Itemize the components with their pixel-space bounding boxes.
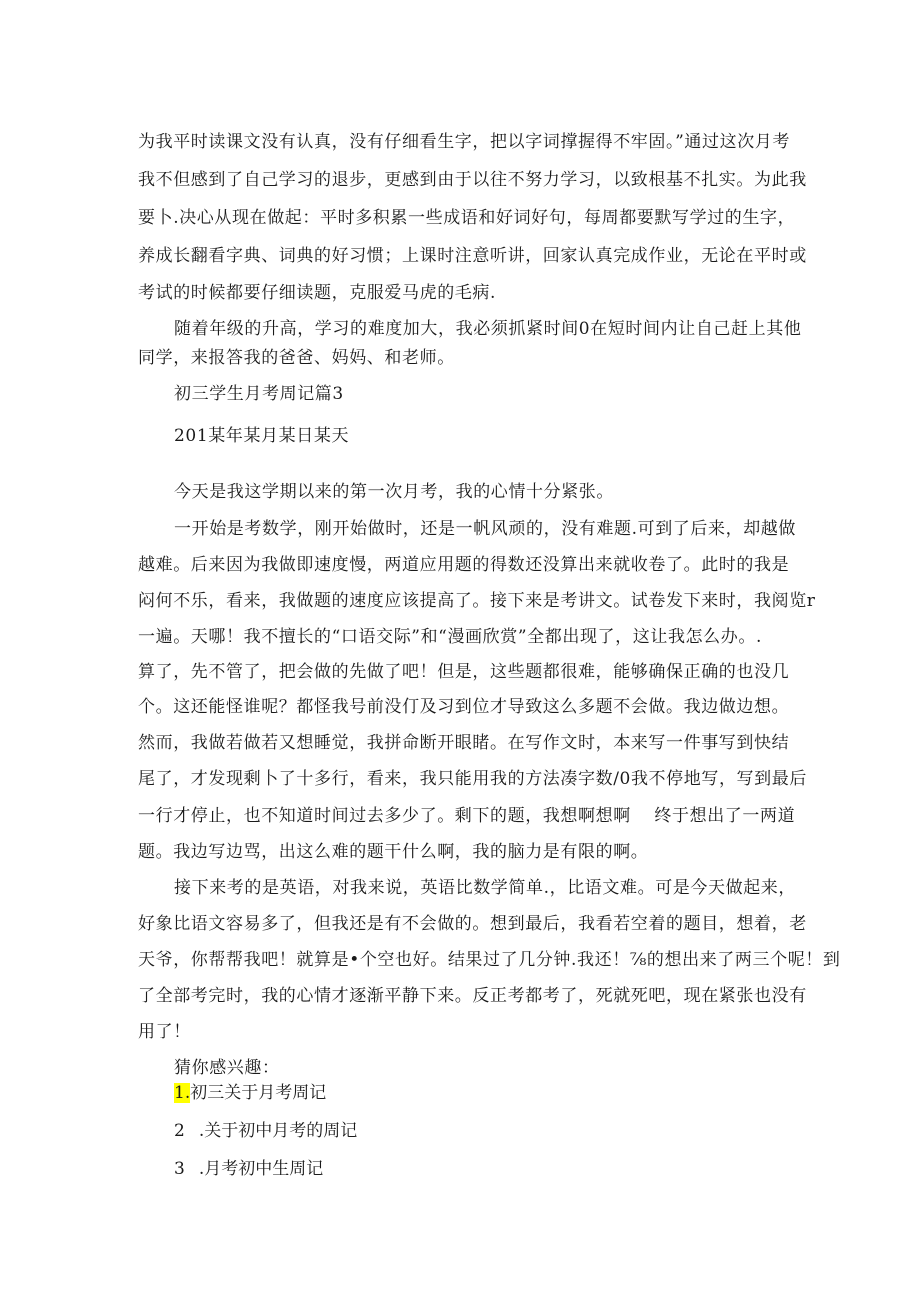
paragraph-line: 一开始是考数学，刚开始做时，还是一帆风顽的，没有难题.可到了后来，却越做 (174, 519, 797, 539)
paragraph-line: 天爷，你帮帮我吧！就算是•个空也好。结果过了几分钟.我还！⅞的想出来了两三个呢！到 (138, 950, 841, 970)
paragraph-line: 好象比语文容易多了，但我还是有不会做的。想到最后，我看若空着的题目，想着，老 (138, 914, 807, 934)
list-number: 1. (174, 1083, 191, 1103)
paragraph-line: 一行才停止，也不知道时间过去多少了。剩下的题，我想啊想啊 终于想出了一两道 (138, 806, 796, 826)
paragraph-line: 考试的时候都要仔细读题，克服爱马虎的毛病. (138, 283, 497, 303)
related-link-3[interactable] (174, 1158, 323, 1180)
list-number: 3 (174, 1159, 185, 1179)
section-heading: 初三学生月考周记篇3 (174, 384, 344, 404)
list-number: 2 (174, 1121, 185, 1141)
paragraph-line: 闷何不乐，看来，我做题的速度应该提高了。接下来是考讲文。试卷发下来时，我阅览r (138, 591, 816, 611)
paragraph-line: 了全部考完时，我的心情才逐渐平静下来。反正考都考了，死就死吧，现在紧张也没有 (138, 986, 807, 1006)
related-link-1[interactable] (174, 1082, 326, 1104)
related-title: 猜你感兴趣： (174, 1058, 280, 1078)
list-text: .月考初中生周记 (198, 1159, 324, 1179)
paragraph-line: 要卜.决心从现在做起：平时多积累一些成语和好词好句，每周都要默写学过的生字， (138, 208, 796, 228)
paragraph-line: 个。这还能怪谁呢？都怪我号前没仃及习到位才导致这么多题不会做。我边做边想。 (138, 697, 790, 717)
list-text: .关于初中月考的周记 (198, 1121, 358, 1141)
list-text: 初三关于月考周记 (190, 1083, 327, 1103)
paragraph-line: 算了，先不管了，把会做的先做了吧！但是，这些题都很难，能够确保正确的也没几 (138, 662, 790, 682)
date-line: 201某年某月某日某天 (174, 426, 350, 446)
paragraph-line: 养成长翻看字典、词典的好习惯；上课时注意听讲，回家认真完成作业，无论在平时或 (138, 246, 807, 266)
paragraph-line: 用了！ (138, 1022, 191, 1042)
related-link-2[interactable] (174, 1120, 357, 1142)
paragraph-line: 随着年级的升高，学习的难度加大，我必须抓紧时间0在短时间内让自己赶上其他 (174, 319, 802, 339)
paragraph-line: 我不但感到了自己学习的退步，更感到由于以往不努力学习，以致根基不扎实。为此我 (138, 170, 807, 190)
paragraph-line: 为我平时读课文没有认真，没有仔细看生字，把以字词撑握得不牢固。”通过这次月考 (138, 132, 790, 152)
paragraph-line: 接下来考的是英语，对我来说，英语比数学简单.，比语文难。可是今天做起来， (174, 878, 797, 898)
paragraph-line: 今天是我这学期以来的第一次月考，我的心情十分紧张。 (174, 482, 614, 502)
paragraph-line: 尾了，才发现剩卜了十多行，看来，我只能用我的方法凑字数/0我不停地写，写到最后 (138, 769, 807, 789)
paragraph-line: 一遍。天哪！我不擅长的“口语交际”和“漫画欣赏”全都出现了，这让我怎么办。. (138, 627, 762, 647)
paragraph-line: 同学，来报答我的爸爸、妈妈、和老师。 (138, 348, 455, 368)
paragraph-line: 越难。后来因为我做即速度慢，两道应用题的得数还没算出来就收卷了。此时的我是 (138, 555, 790, 575)
paragraph-line: 题。我边写边骂，出这么难的题干什么啊，我的脑力是有限的啊。 (138, 842, 649, 862)
paragraph-line: 然而，我做若做若又想睡觉，我拼命断开眼睹。在写作文时，本来写一件事写到快结 (138, 733, 790, 753)
